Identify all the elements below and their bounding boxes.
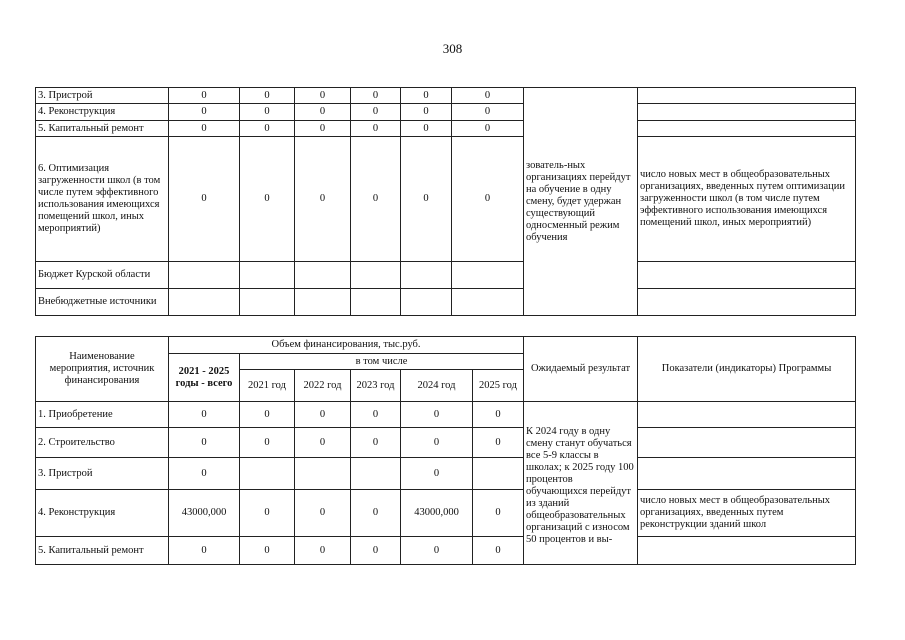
expected-result: К 2024 году в одну смену станут обучаться все 5-9 классы в школах; к 2025 году 100 процентов обучающихся перейдут из зданий общеобразовательных организаций с износом 50 процентов и вы-	[524, 402, 638, 565]
cell-value: 0	[295, 537, 351, 565]
header-indicators: Показатели (индикаторы) Программы	[638, 337, 856, 402]
cell-value: 0	[169, 537, 240, 565]
cell-value: 0	[295, 428, 351, 458]
table-row	[36, 458, 856, 490]
cell-value: 0	[452, 121, 524, 137]
indicator-text: число новых мест в общеобразовательных организациях, введенных путем реконструкции зданий школ	[638, 490, 856, 537]
cell-value: 0	[473, 428, 524, 458]
cell-value: 0	[295, 104, 351, 121]
header-result: Ожидаемый результат	[524, 337, 638, 402]
table-funding	[35, 336, 856, 565]
row-name: 5. Капитальный ремонт	[36, 121, 169, 137]
cell-value: 0	[401, 537, 473, 565]
indicator-cell	[638, 428, 856, 458]
table-row	[36, 262, 856, 289]
indicator-cell	[638, 458, 856, 490]
row-name: 1. Приобретение	[36, 402, 169, 428]
cell-value	[295, 289, 351, 316]
cell-value: 0	[169, 88, 240, 104]
cell-value: 0	[452, 104, 524, 121]
cell-value: 0	[401, 402, 473, 428]
indicator-cell	[638, 537, 856, 565]
cell-value: 0	[401, 104, 452, 121]
cell-value: 0	[473, 490, 524, 537]
table-row	[36, 428, 856, 458]
indicator-text: число новых мест в общеобразовательных организациях, введенных путем оптимизации загруженности школ (в том числе путем эффективного использования имеющихся помещений школ, иных мероприятий)	[638, 137, 856, 262]
header-total: 2021 - 2025 годы - всего	[169, 354, 240, 402]
cell-value	[452, 262, 524, 289]
cell-value: 0	[401, 137, 452, 262]
cell-value: 0	[401, 428, 473, 458]
cell-value: 0	[473, 402, 524, 428]
cell-value	[240, 289, 295, 316]
row-name: 3. Пристрой	[36, 88, 169, 104]
cell-value: 0	[169, 458, 240, 490]
cell-value	[295, 262, 351, 289]
cell-value: 0	[240, 537, 295, 565]
cell-value: 0	[169, 104, 240, 121]
cell-value: 0	[295, 88, 351, 104]
header-funding: Объем финансирования, тыс.руб.	[169, 337, 524, 354]
row-name: 4. Реконструкция	[36, 104, 169, 121]
cell-value: 0	[169, 137, 240, 262]
header-year: 2022 год	[295, 370, 351, 402]
cell-value	[295, 458, 351, 490]
cell-value: 0	[351, 88, 401, 104]
header-year: 2021 год	[240, 370, 295, 402]
cell-value: 0	[473, 537, 524, 565]
indicator-cell	[638, 289, 856, 316]
cell-value: 0	[351, 104, 401, 121]
cell-value: 0	[295, 121, 351, 137]
cell-value: 0	[452, 88, 524, 104]
table-continuation	[35, 87, 856, 316]
row-name: Внебюджетные источники	[36, 289, 169, 316]
cell-value: 0	[240, 88, 295, 104]
header-row	[36, 337, 856, 354]
cell-value: 0	[351, 428, 401, 458]
cell-value: 0	[295, 137, 351, 262]
cell-value	[240, 458, 295, 490]
cell-value: 43000,000	[169, 490, 240, 537]
table-row	[36, 137, 856, 262]
cell-value: 0	[295, 402, 351, 428]
row-name: 5. Капитальный ремонт	[36, 537, 169, 565]
header-year: 2024 год	[401, 370, 473, 402]
cell-value: 0	[401, 88, 452, 104]
cell-value: 0	[240, 104, 295, 121]
cell-value	[169, 289, 240, 316]
expected-result: зователь-ных организациях перейдут на обучение в одну смену, будет удержан существующий односменный режим обучения	[524, 88, 638, 316]
cell-value: 0	[351, 537, 401, 565]
row-name: 6. Оптимизация загруженности школ (в том числе путем эффективного использования имеющихся помещений школ, иных мероприятий)	[36, 137, 169, 262]
cell-value: 0	[351, 402, 401, 428]
indicator-cell	[638, 262, 856, 289]
cell-value	[401, 262, 452, 289]
page-number: 308	[442, 41, 463, 56]
cell-value	[169, 262, 240, 289]
header-year: 2025 год	[473, 370, 524, 402]
cell-value	[452, 289, 524, 316]
cell-value: 0	[169, 428, 240, 458]
cell-value: 0	[240, 428, 295, 458]
row-name: 3. Пристрой	[36, 458, 169, 490]
cell-value	[401, 289, 452, 316]
cell-value: 0	[169, 121, 240, 137]
cell-value: 0	[240, 137, 295, 262]
table-row	[36, 490, 856, 537]
indicator-cell	[638, 121, 856, 137]
cell-value: 0	[452, 137, 524, 262]
indicator-cell	[638, 104, 856, 121]
cell-value	[351, 262, 401, 289]
indicator-cell	[638, 88, 856, 104]
indicator-cell	[638, 402, 856, 428]
cell-value: 0	[401, 458, 473, 490]
table-row	[36, 121, 856, 137]
cell-value: 0	[169, 402, 240, 428]
row-name: 4. Реконструкция	[36, 490, 169, 537]
cell-value: 0	[351, 490, 401, 537]
cell-value: 0	[401, 121, 452, 137]
header-incl: в том числе	[240, 354, 524, 370]
cell-value	[351, 458, 401, 490]
cell-value: 0	[240, 490, 295, 537]
cell-value: 0	[351, 121, 401, 137]
cell-value: 0	[240, 121, 295, 137]
cell-value: 0	[240, 402, 295, 428]
table-row	[36, 289, 856, 316]
table-row	[36, 537, 856, 565]
header-year: 2023 год	[351, 370, 401, 402]
table-row	[36, 402, 856, 428]
table-row	[36, 104, 856, 121]
cell-value: 0	[295, 490, 351, 537]
cell-value	[351, 289, 401, 316]
cell-value	[240, 262, 295, 289]
row-name: Бюджет Курской области	[36, 262, 169, 289]
cell-value	[473, 458, 524, 490]
table-row	[36, 88, 856, 104]
cell-value: 0	[351, 137, 401, 262]
row-name: 2. Строительство	[36, 428, 169, 458]
header-name-col: Наименование мероприятия, источник финансирования	[36, 337, 169, 402]
cell-value: 43000,000	[401, 490, 473, 537]
